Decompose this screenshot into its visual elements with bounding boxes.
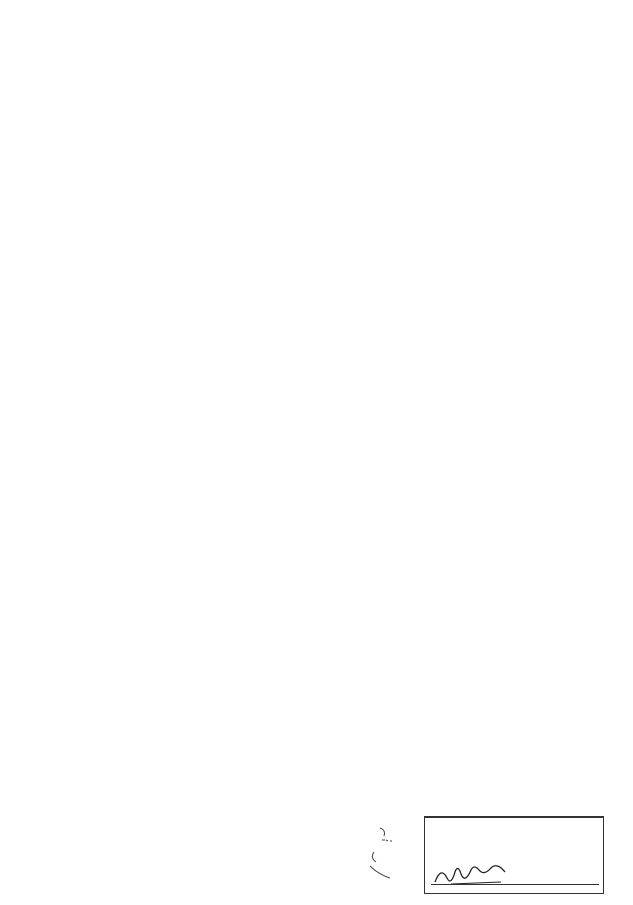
signature-line <box>431 884 599 885</box>
certified-copy-stamp <box>424 816 604 894</box>
seal-mark-icon <box>360 818 420 888</box>
